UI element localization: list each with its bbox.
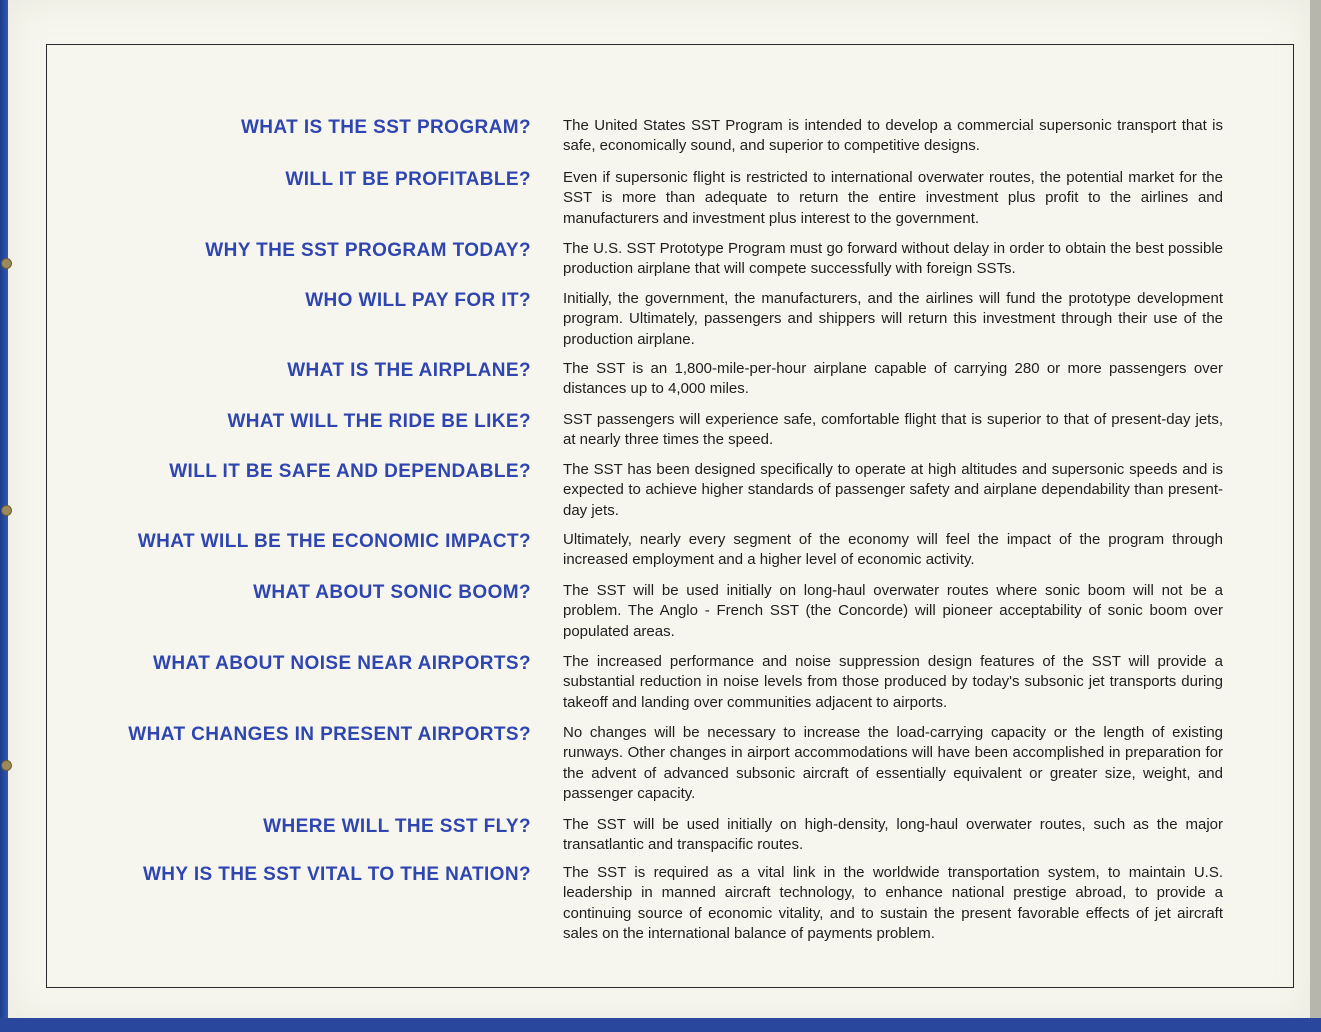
answer-text: The SST is an 1,800-mile-per-hour airplane capable of carrying 280 or more passengers over distances up to 4,000 miles. bbox=[563, 360, 1223, 398]
page-edge bbox=[1310, 0, 1321, 1020]
question-heading: WHO WILL PAY FOR IT? bbox=[305, 290, 531, 311]
question-heading: WHERE WILL THE SST FLY? bbox=[263, 816, 531, 837]
answer-text: Initially, the government, the manufacturers, and the airlines will fund the prototype development program. Ultimately, passengers and shippers will return this investment through their use of the production airplane. bbox=[563, 290, 1223, 348]
answer-text: SST passengers will experience safe, comfortable flight that is superior to that of present-day jets, at nearly three times the speed. bbox=[563, 411, 1223, 449]
question-heading: WHAT WILL BE THE ECONOMIC IMPACT? bbox=[137, 531, 531, 552]
question-heading: WHAT ABOUT NOISE NEAR AIRPORTS? bbox=[153, 653, 531, 674]
answer-text: The SST is required as a vital link in the worldwide transportation system, to maintain U.S. leadership in manned aircraft technology, to enhance national prestige abroad, to provide a continuing source of economic vitality, and to sustain the present favorable effects of jet aircraft sales on the international balance of payments problem. bbox=[563, 864, 1223, 942]
answer-text: No changes will be necessary to increase the load-carrying capacity or the length of existing runways. Other changes in airport accommodations will have been accomplished in preparation for the advent of advanced subsonic aircraft of essentially equivalent or greater size, weight, and passenger capacity. bbox=[563, 724, 1223, 802]
question-heading: WHAT IS THE AIRPLANE? bbox=[287, 360, 531, 381]
binding-ring bbox=[1, 258, 12, 269]
answer-text: The United States SST Program is intended to develop a commercial supersonic transport that is safe, economically sound, and superior to competitive designs. bbox=[563, 117, 1223, 155]
cover-edge bbox=[0, 1018, 1321, 1032]
question-heading: WHY IS THE SST VITAL TO THE NATION? bbox=[142, 864, 531, 885]
booklet-binding bbox=[0, 0, 8, 1032]
answer-text: The increased performance and noise suppression design features of the SST will provide a substantial reduction in noise levels from those produced by today's subsonic jet transports during takeoff and landing over communities adjacent to airports. bbox=[563, 653, 1223, 711]
answer-text: The U.S. SST Prototype Program must go forward without delay in order to obtain the best possible production airplane that will compete successfully with foreign SSTs. bbox=[563, 240, 1223, 278]
question-heading: WHAT WILL THE RIDE BE LIKE? bbox=[227, 411, 531, 432]
question-heading: WHY THE SST PROGRAM TODAY? bbox=[205, 240, 531, 261]
answer-text: Even if supersonic flight is restricted to international overwater routes, the potential market for the SST is more than adequate to return the entire investment plus profit to the airlines and manufacturers and investment plus interest to the government. bbox=[563, 169, 1223, 227]
question-heading: WHAT CHANGES IN PRESENT AIRPORTS? bbox=[128, 724, 531, 745]
question-heading: WHAT ABOUT SONIC BOOM? bbox=[253, 582, 531, 603]
question-heading: WHAT IS THE SST PROGRAM? bbox=[240, 117, 531, 138]
answer-text: The SST has been designed specifically to operate at high altitudes and supersonic speeds and is expected to achieve higher standards of passenger safety and airplane dependability than present-day jets. bbox=[563, 461, 1223, 519]
answer-text: The SST will be used initially on long-haul overwater routes where sonic boom will not be a problem. The Anglo - French SST (the Concorde) will pioneer acceptability of sonic boom over populated areas. bbox=[563, 582, 1223, 640]
answer-text: Ultimately, nearly every segment of the economy will feel the impact of the program through increased employment and a higher level of economic activity. bbox=[563, 531, 1223, 569]
question-heading: WILL IT BE SAFE AND DEPENDABLE? bbox=[169, 461, 531, 482]
question-heading: WILL IT BE PROFITABLE? bbox=[285, 169, 531, 190]
binding-ring bbox=[1, 505, 12, 516]
answer-text: The SST will be used initially on high-density, long-haul overwater routes, such as the major transatlantic and transpacific routes. bbox=[563, 816, 1223, 854]
binding-ring bbox=[1, 760, 12, 771]
